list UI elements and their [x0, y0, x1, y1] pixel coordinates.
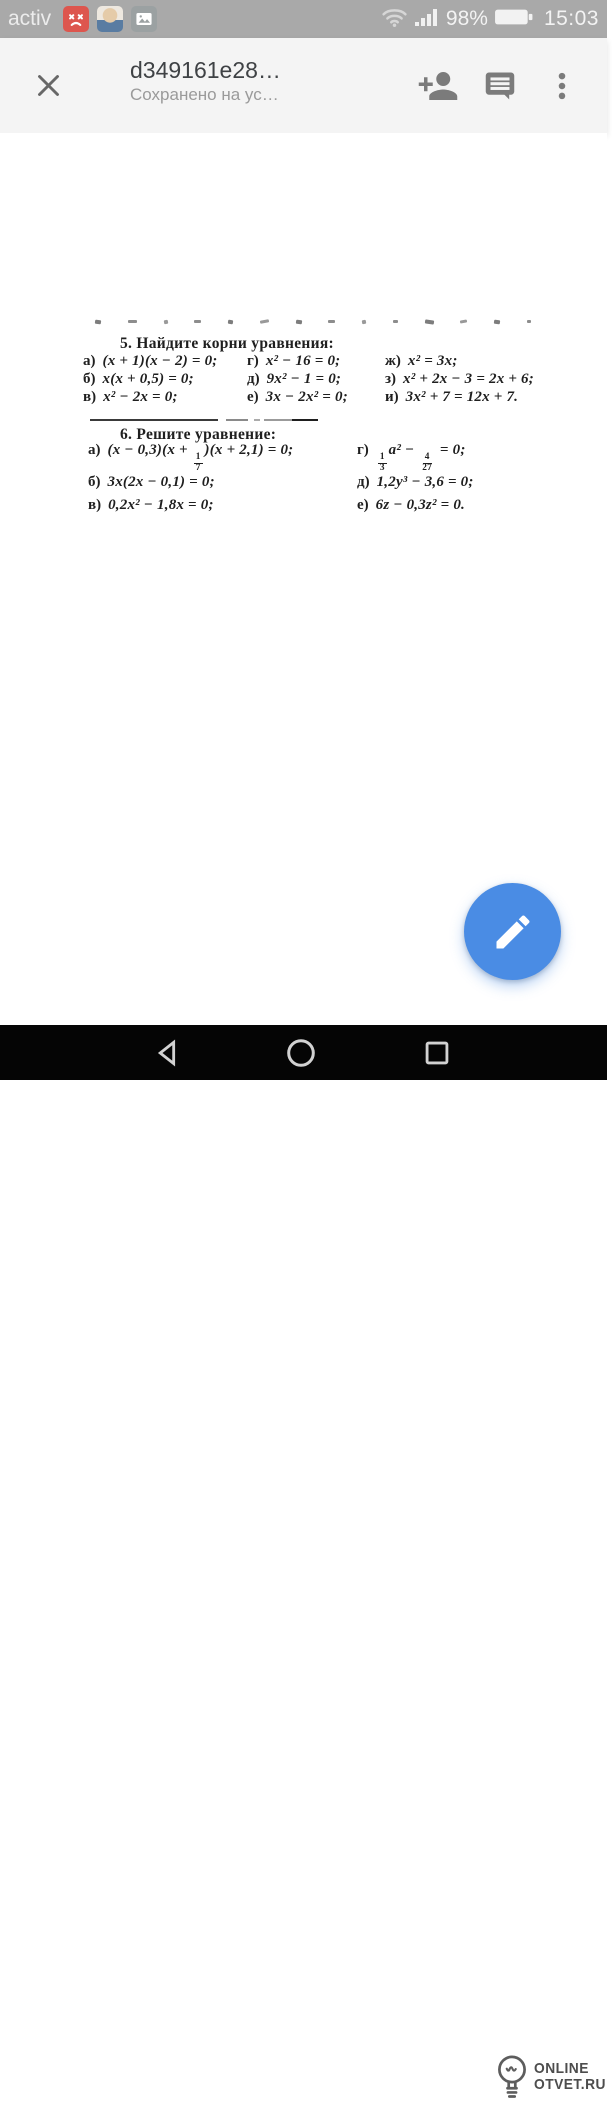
equation: 0,2x² − 1,8x = 0; — [108, 497, 214, 513]
item-label: в) — [88, 497, 102, 513]
back-button[interactable] — [148, 1033, 188, 1073]
edit-fab-button[interactable] — [464, 883, 561, 980]
home-button[interactable] — [281, 1033, 321, 1073]
divider-line — [90, 419, 218, 421]
equation: x(x + 0,5) = 0; — [102, 371, 194, 387]
p6-item — [357, 474, 474, 491]
back-icon — [151, 1035, 185, 1071]
close-icon — [35, 72, 62, 99]
equation: x² + 2x − 3 = 2x + 6; — [403, 371, 534, 387]
item-label: д) — [357, 474, 370, 490]
equation: x² − 16 = 0; — [265, 353, 341, 369]
contact-photo-icon — [97, 6, 123, 32]
item-label: г) — [357, 442, 369, 458]
battery-icon — [494, 6, 534, 33]
equation: (x + 1)(x − 2) = 0; — [102, 353, 218, 369]
recents-icon — [420, 1036, 454, 1070]
app-bar — [0, 38, 607, 133]
equation: x² − 2x = 0; — [103, 389, 178, 405]
status-bar-right — [381, 5, 599, 34]
item-label: б) — [88, 474, 101, 490]
overflow-menu-button[interactable] — [531, 55, 593, 117]
equation: 6z − 0,3z² = 0. — [375, 497, 465, 513]
equation: 9x² − 1 = 0; — [266, 371, 342, 387]
item-label: и) — [385, 389, 399, 405]
document-title: d349161e28… — [130, 57, 281, 83]
overflow-menu-icon — [545, 69, 579, 103]
add-person-button[interactable] — [407, 55, 469, 117]
item-label: з) — [385, 371, 397, 387]
site-watermark — [494, 2053, 612, 2101]
watermark-line1: ONLINE — [534, 2060, 589, 2077]
equation: 3x(2x − 0,1) = 0; — [107, 474, 215, 490]
p6-item — [88, 474, 215, 491]
app-bar-titles — [130, 56, 380, 106]
home-icon — [283, 1035, 319, 1071]
watermark-line2: OTVET.RU — [534, 2076, 606, 2093]
carrier-label: activ — [8, 7, 52, 30]
item-label: а) — [83, 353, 96, 369]
problem-5-heading: 5. Найдите корни уравнения: — [120, 335, 335, 352]
divider-line — [292, 419, 318, 421]
divider-line — [226, 419, 248, 421]
item-label: е) — [357, 497, 369, 513]
equation: 1,2y³ − 3,6 = 0; — [376, 474, 474, 490]
pencil-icon — [491, 910, 535, 954]
clock-label: 15:03 — [543, 7, 599, 30]
signal-strength-icon — [414, 5, 440, 34]
p5-column-3 — [385, 353, 534, 407]
comments-icon — [481, 67, 519, 105]
p6-item — [88, 497, 214, 514]
add-person-icon — [417, 65, 459, 107]
app-bar-actions — [407, 55, 607, 117]
problem-6-heading: 6. Решите уравнение: — [120, 426, 277, 443]
equation: 3x − 2x² = 0; — [265, 389, 348, 405]
item-label: в) — [83, 389, 97, 405]
recents-button[interactable] — [417, 1033, 457, 1073]
p5-column-2 — [247, 353, 348, 407]
status-bar-left — [8, 6, 157, 32]
angry-emoji-icon — [63, 6, 89, 32]
equation: 3x² + 7 = 12x + 7. — [405, 389, 519, 405]
p5-column-1 — [83, 353, 217, 407]
close-button[interactable] — [20, 58, 76, 114]
divider-line — [254, 419, 260, 421]
equation: (x − 0,3)(x + $\frac{1}{7}$ )(x + 2,1) = 0; — [107, 442, 294, 473]
lightbulb-icon — [494, 2053, 530, 2101]
item-label: е) — [247, 389, 259, 405]
equation: x² = 3x; — [407, 353, 458, 369]
item-label: ж) — [385, 353, 401, 369]
p6-item — [357, 442, 466, 474]
image-icon — [131, 6, 157, 32]
battery-percent-label: 98% — [445, 7, 488, 30]
saved-status-label: Сохранено на ус… — [130, 85, 279, 104]
status-bar — [0, 0, 607, 38]
comments-button[interactable] — [469, 55, 531, 117]
item-label: г) — [247, 353, 259, 369]
watermark-text — [534, 2061, 606, 2093]
p6-item — [88, 442, 293, 474]
item-label: б) — [83, 371, 96, 387]
item-label: а) — [88, 442, 101, 458]
item-label: д) — [247, 371, 260, 387]
wifi-icon — [381, 5, 408, 34]
equation: $\frac{1}{3}$ a² − $\frac{4}{27}$ = 0; — [379, 442, 466, 473]
p6-item — [357, 497, 465, 514]
android-nav-bar — [0, 1025, 607, 2093]
torn-edge-artifacts — [95, 320, 531, 329]
